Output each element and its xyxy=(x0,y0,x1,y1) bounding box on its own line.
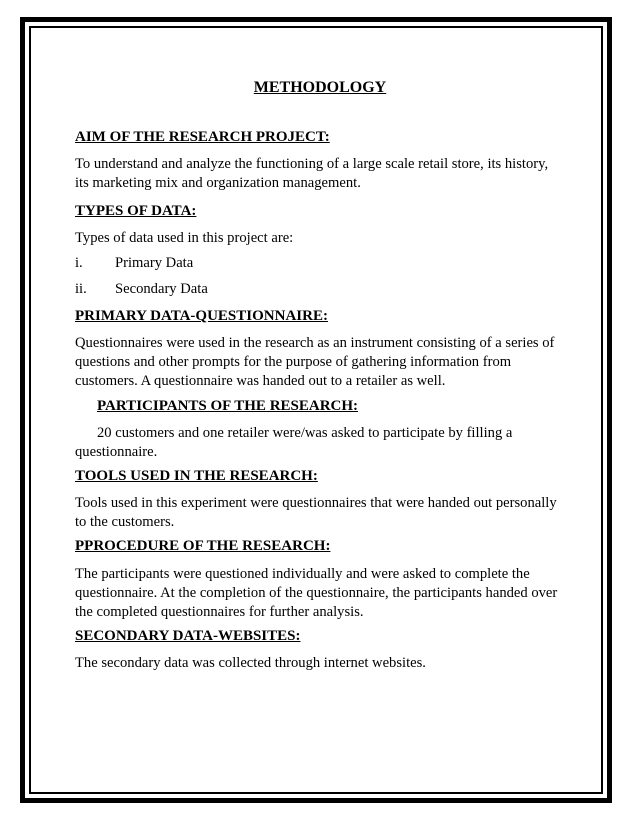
list-item xyxy=(75,254,193,273)
page-title: METHODOLOGY xyxy=(253,79,387,96)
section-heading-procedure: PPROCEDURE OF THE RESEARCH: xyxy=(75,538,331,554)
section-body-primary: Questionnaires were used in the research as an instrument consisting of a series of questions and other prompts for the purpose of gathering information from customers. A questionnaire was handed out to a retailer as well. xyxy=(75,335,555,389)
section-body-tools: Tools used in this experiment were questionnaires that were handed out personally to the customers. xyxy=(75,495,557,530)
section-heading-types: TYPES OF DATA: xyxy=(75,203,197,219)
list-item xyxy=(75,280,208,299)
section-heading-secondary: SECONDARY DATA-WEBSITES: xyxy=(75,628,301,644)
list-item-text: Secondary Data xyxy=(115,281,208,297)
section-body-aim: To understand and analyze the functioning of a large scale retail store, its history, its marketing mix and organization management. xyxy=(75,156,549,191)
list-item-number: ii. xyxy=(75,281,87,297)
section-heading-aim: AIM OF THE RESEARCH PROJECT: xyxy=(75,129,330,145)
section-body-procedure: The participants were questioned individually and were asked to complete the questionnaire. At the completion of the questionnaire, the participants handed over the completed questionnaires for further analysis. xyxy=(75,566,558,620)
section-heading-participants: PARTICIPANTS OF THE RESEARCH: xyxy=(97,398,359,414)
list-item-number: i. xyxy=(75,255,83,271)
section-body-participants: 20 customers and one retailer were/was asked to participate by filling a questionnaire. xyxy=(75,425,513,460)
section-heading-primary: PRIMARY DATA-QUESTIONNAIRE: xyxy=(75,308,328,324)
section-body-secondary: The secondary data was collected through internet websites. xyxy=(75,655,426,671)
section-heading-tools: TOOLS USED IN THE RESEARCH: xyxy=(75,468,318,484)
list-item-text: Primary Data xyxy=(115,255,194,271)
section-body-types: Types of data used in this project are: xyxy=(75,230,294,246)
